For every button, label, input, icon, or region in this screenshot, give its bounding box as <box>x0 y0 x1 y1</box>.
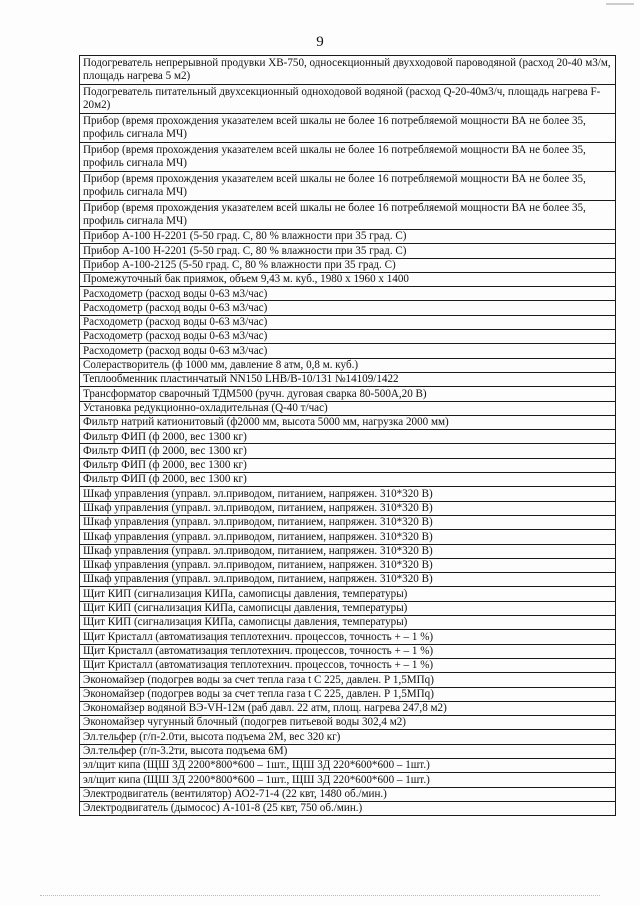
table-row <box>80 301 616 315</box>
table-cell: Расходометр (расход воды 0-63 м3/час) <box>80 301 616 315</box>
table-cell: Трансформатор сварочный ТДМ500 (ручн. дуговая сварка 80-500А,20 В) <box>80 387 616 401</box>
table-row <box>80 473 616 487</box>
table-cell: Фильтр ФИП (ф 2000, вес 1300 кг) <box>80 430 616 444</box>
table-cell: Экономайзер водяной ВЭ-VH-12м (раб давл. 22 атм, площ. нагрева 247,8 м2) <box>80 701 616 715</box>
table-row <box>80 85 616 114</box>
table-cell: Расходометр (расход воды 0-63 м3/час) <box>80 344 616 358</box>
table-cell: Экономайзер чугунный блочный (подогрев питьевой воды 302,4 м2) <box>80 716 616 730</box>
table-row <box>80 744 616 758</box>
table-cell: Прибор (время прохождения указателем всей шкалы не более 16 потребляемой мощности ВА не более 35, профиль сигнала МЧ) <box>80 201 616 230</box>
table-row <box>80 658 616 672</box>
table-row <box>80 372 616 386</box>
table-row <box>80 458 616 472</box>
table-cell: Фильтр ФИП (ф 2000, вес 1300 кг) <box>80 473 616 487</box>
table-cell: Теплообменник пластинчатый NN150 LHB/B-10/131 №14109/1422 <box>80 372 616 386</box>
table-row <box>80 587 616 601</box>
table-row <box>80 787 616 801</box>
table-cell: Прибор (время прохождения указателем всей шкалы не более 16 потребляемой мощности ВА не более 35, профиль сигнала МЧ) <box>80 143 616 172</box>
table-row <box>80 401 616 415</box>
table-row <box>80 272 616 286</box>
table-cell: Щит КИП (сигнализация КИПа, самописцы давления, температуры) <box>80 601 616 615</box>
table-row <box>80 758 616 772</box>
table-row <box>80 287 616 301</box>
table-cell: Шкаф управления (управл. эл.приводом, питанием, напряжен. 310*320 В) <box>80 487 616 501</box>
table-cell: Солерастворитель (ф 1000 мм, давление 8 атм, 0,8 м. куб.) <box>80 358 616 372</box>
table-row <box>80 644 616 658</box>
table-row <box>80 143 616 172</box>
table-cell: Фильтр ФИП (ф 2000, вес 1300 кг) <box>80 444 616 458</box>
table-cell: Прибор (время прохождения указателем всей шкалы не более 16 потребляемой мощности ВА не более 35, профиль сигнала МЧ) <box>80 114 616 143</box>
equipment-table <box>79 55 616 816</box>
table-row <box>80 172 616 201</box>
scan-artifact-mark <box>606 3 634 5</box>
table-cell: Установка редукционно-охладительная (Q-40 т/час) <box>80 401 616 415</box>
table-cell: Электродвигатель (вентилятор) АО2-71-4 (22 квт, 1480 об./мин.) <box>80 787 616 801</box>
page-number: 9 <box>316 34 324 50</box>
table-cell: Прибор А-100 Н-2201 (5-50 град. С, 80 % влажности при 35 град. С) <box>80 244 616 258</box>
table-cell: Электродвигатель (дымосос) А-101-8 (25 квт, 750 об./мин.) <box>80 801 616 815</box>
table-row <box>80 444 616 458</box>
table-row <box>80 244 616 258</box>
table-row <box>80 515 616 529</box>
bottom-scan-edge <box>40 895 600 897</box>
table-row <box>80 114 616 143</box>
table-row <box>80 558 616 572</box>
table-row <box>80 387 616 401</box>
table-row <box>80 258 616 272</box>
table-row <box>80 773 616 787</box>
table-cell: Шкаф управления (управл. эл.приводом, питанием, напряжен. 310*320 В) <box>80 558 616 572</box>
table-cell: Прибор А-100-2125 (5-50 град. С, 80 % влажности при 35 град. С) <box>80 258 616 272</box>
table-cell: Эл.тельфер (г/п-2.0ти, высота подъема 2М, вес 320 кг) <box>80 730 616 744</box>
table-cell: Промежуточный бак приямок, объем 9,43 м. куб., 1980 х 1960 х 1400 <box>80 272 616 286</box>
table-row <box>80 544 616 558</box>
table-row <box>80 601 616 615</box>
table-cell: Подогреватель непрерывной продувки ХВ-750, односекционный двухходовой пароводяной (расход 20-40 м3/м, площадь нагрева 5 м2) <box>80 56 616 85</box>
table-cell: Расходометр (расход воды 0-63 м3/час) <box>80 315 616 329</box>
table-row <box>80 315 616 329</box>
table-cell: Расходометр (расход воды 0-63 м3/час) <box>80 287 616 301</box>
table-cell: Шкаф управления (управл. эл.приводом, питанием, напряжен. 310*320 В) <box>80 515 616 529</box>
table-row <box>80 616 616 630</box>
table-cell: Подогреватель питательный двухсекционный одноходовой водяной (расход Q-20-40м3/ч, площадь нагрева F-20м2) <box>80 85 616 114</box>
table-row <box>80 530 616 544</box>
table-cell: Щит Кристалл (автоматизация теплотехнич. процессов, точность + – 1 %) <box>80 658 616 672</box>
table-row <box>80 673 616 687</box>
table-row <box>80 501 616 515</box>
table-cell: Шкаф управления (управл. эл.приводом, питанием, напряжен. 310*320 В) <box>80 501 616 515</box>
table-row <box>80 415 616 429</box>
table-row <box>80 730 616 744</box>
table-row <box>80 701 616 715</box>
table-row <box>80 330 616 344</box>
table-row <box>80 358 616 372</box>
table-cell: Фильтр натрий катионитовый (ф2000 мм, высота 5000 мм, нагрузка 2000 мм) <box>80 415 616 429</box>
table-cell: Щит КИП (сигнализация КИПа, самописцы давления, температуры) <box>80 616 616 630</box>
table-row <box>80 230 616 244</box>
table-cell: эл/щит кипа (ЩШ 3Д 2200*800*600 – 1шт., ЩШ 3Д 220*600*600 – 1шт.) <box>80 758 616 772</box>
table-cell: Шкаф управления (управл. эл.приводом, питанием, напряжен. 310*320 В) <box>80 573 616 587</box>
table-cell: Шкаф управления (управл. эл.приводом, питанием, напряжен. 310*320 В) <box>80 530 616 544</box>
table-cell: Щит Кристалл (автоматизация теплотехнич. процессов, точность + – 1 %) <box>80 630 616 644</box>
table-row <box>80 430 616 444</box>
table-row <box>80 630 616 644</box>
table-cell: Экономайзер (подогрев воды за счет тепла газа t С 225, давлен. Р 1,5МПq) <box>80 687 616 701</box>
table-row <box>80 801 616 815</box>
table-row <box>80 201 616 230</box>
table-row <box>80 573 616 587</box>
table-cell: эл/щит кипа (ЩШ 3Д 2200*800*600 – 1шт., ЩШ 3Д 220*600*600 – 1шт.) <box>80 773 616 787</box>
table-cell: Фильтр ФИП (ф 2000, вес 1300 кг) <box>80 458 616 472</box>
table-cell: Прибор А-100 Н-2201 (5-50 град. С, 80 % влажности при 35 град. С) <box>80 230 616 244</box>
table-cell: Шкаф управления (управл. эл.приводом, питанием, напряжен. 310*320 В) <box>80 544 616 558</box>
table-cell: Щит Кристалл (автоматизация теплотехнич. процессов, точность + – 1 %) <box>80 644 616 658</box>
table-row <box>80 344 616 358</box>
table-cell: Экономайзер (подогрев воды за счет тепла газа t С 225, давлен. Р 1,5МПq) <box>80 673 616 687</box>
table-row <box>80 56 616 85</box>
table-cell: Эл.тельфер (г/п-3.2ти, высота подъема 6М) <box>80 744 616 758</box>
table-row <box>80 716 616 730</box>
table-cell: Прибор (время прохождения указателем всей шкалы не более 16 потребляемой мощности ВА не более 35, профиль сигнала МЧ) <box>80 172 616 201</box>
table-row <box>80 487 616 501</box>
table-cell: Щит КИП (сигнализация КИПа, самописцы давления, температуры) <box>80 587 616 601</box>
table-row <box>80 687 616 701</box>
equipment-table-body <box>80 56 616 816</box>
table-cell: Расходометр (расход воды 0-63 м3/час) <box>80 330 616 344</box>
